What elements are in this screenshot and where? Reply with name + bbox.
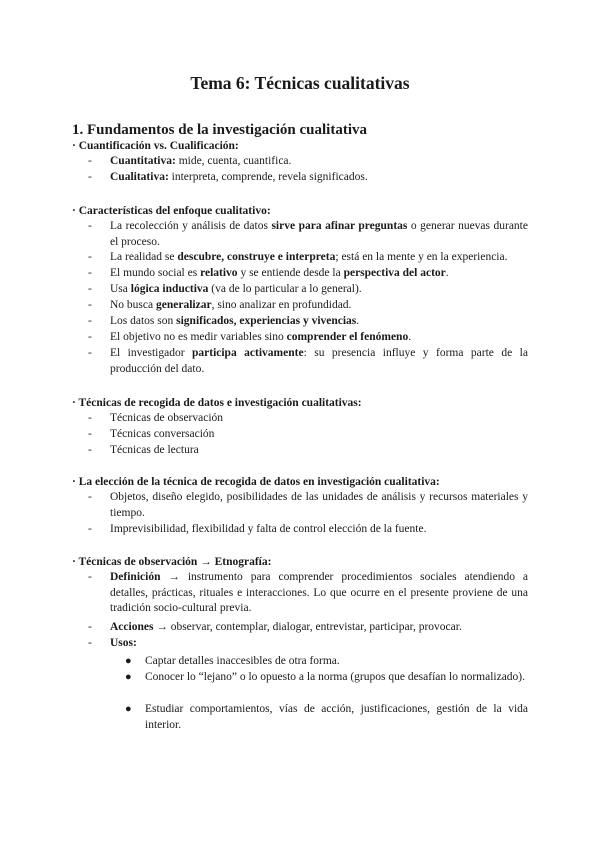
section-caracteristicas-title: · Características del enfoque cualitativo: <box>72 205 271 217</box>
list-item: - Usa lógica inductiva (va de lo particular a lo general). <box>88 283 362 295</box>
list-item: - No busca generalizar, sino analizar en profundidad. <box>88 299 352 311</box>
list-item: - Cuantitativa: mide, cuenta, cuantifica. <box>88 155 292 167</box>
list-item: - Definición → instrumento para comprender procedimientos sociales atendiendo a detalles, prácticas, rituales e interacciones. Lo que ocurre en el presente proviene de una tradición socio-cultural previa. <box>88 571 528 614</box>
section-tecnicas-title: · Técnicas de recogida de datos e investigación cualitativas: <box>72 397 362 409</box>
list-item: - Acciones → observar, contemplar, dialogar, entrevistar, participar, provocar. <box>88 621 462 633</box>
list-item: - El investigador participa activamente: su presencia influye y forma parte de la producción del dato. <box>88 347 528 375</box>
section-heading: 1. Fundamentos de la investigación cualitativa <box>72 122 368 138</box>
list-item: - La realidad se descubre, construye e interpreta; está en la mente y en la experiencia. <box>88 251 508 263</box>
section-observacion-title: · Técnicas de observación → Etnografía: <box>72 556 272 568</box>
page-title: Tema 6: Técnicas cualitativas <box>190 73 410 93</box>
sub-list-item: ● Captar detalles inaccesibles de otra forma. <box>125 655 340 667</box>
list-item: - Imprevisibilidad, flexibilidad y falta de control elección de la fuente. <box>88 523 427 535</box>
list-item: - Cualitativa: interpreta, comprende, revela significados. <box>88 171 368 183</box>
list-item: - Técnicas de lectura <box>88 444 199 456</box>
list-item: - Técnicas de observación <box>88 412 224 424</box>
sub-list-item: ● Estudiar comportamientos, vías de acción, justificaciones, gestión de la vida interior. <box>125 703 528 731</box>
list-item: - Técnicas conversación <box>88 428 215 440</box>
section-eleccion-title: · La elección de la técnica de recogida de datos en investigación cualitativa: <box>72 476 440 488</box>
list-item: - Los datos son significados, experiencias y vivencias. <box>88 315 360 327</box>
list-item: - Objetos, diseño elegido, posibilidades de las unidades de análisis y recursos materiales y tiempo. <box>88 491 528 519</box>
section-cuantificacion-title: · Cuantificación vs. Cualificación: <box>72 140 239 152</box>
list-item: - Usos: <box>88 637 137 649</box>
list-item: - La recolección y análisis de datos sirve para afinar preguntas o generar nuevas durante el proceso. <box>88 220 528 248</box>
sub-list-item: ● Conocer lo “lejano” o lo opuesto a la norma (grupos que desafían lo normalizado). <box>125 671 526 683</box>
list-item: - El mundo social es relativo y se entiende desde la perspectiva del actor. <box>88 267 449 279</box>
list-item: - El objetivo no es medir variables sino comprender el fenómeno. <box>88 331 412 343</box>
